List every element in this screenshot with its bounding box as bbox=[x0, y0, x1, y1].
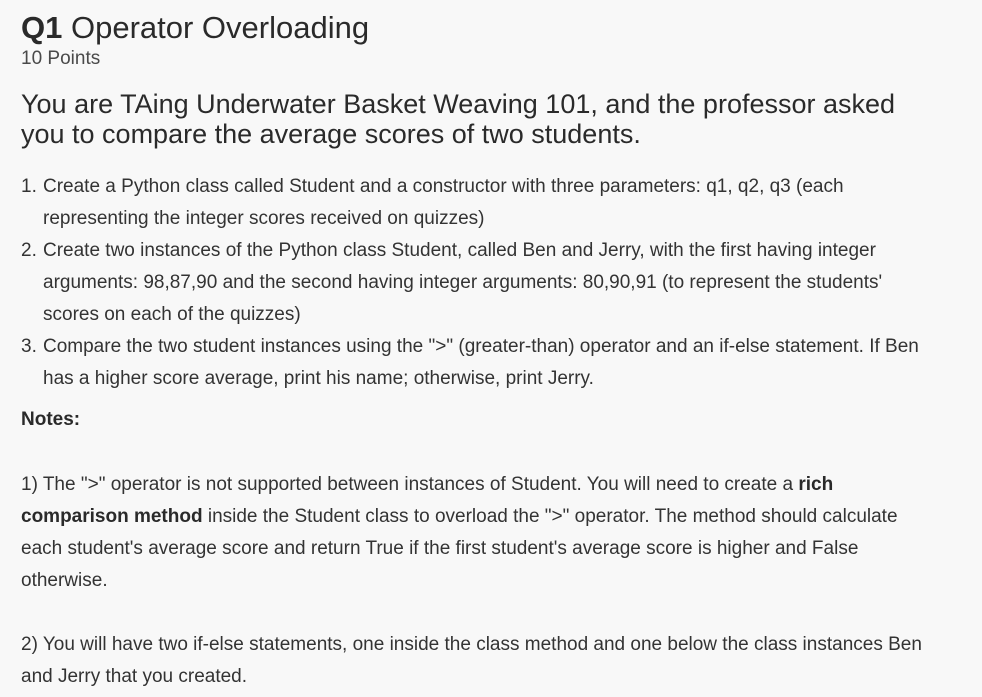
notes-heading: Notes: bbox=[21, 409, 81, 430]
note-1 bbox=[21, 469, 941, 597]
instruction-number: 2. bbox=[21, 240, 37, 261]
question-points: 10 Points bbox=[21, 48, 101, 69]
instruction-text: Compare the two student instances using the ">" (greater-than) operator and an if-else statement. If Ben has a higher score average, print his name; otherwise, print Jerry. bbox=[43, 336, 919, 389]
instruction-item bbox=[21, 235, 941, 331]
instruction-number: 1. bbox=[21, 176, 37, 197]
question-prompt: You are TAing Underwater Basket Weaving 101, and the professor asked you to compare the average scores of two students. bbox=[21, 89, 896, 149]
note-1-bold-term: rich comparison method bbox=[21, 474, 834, 527]
note-1-text-end: inside the Student class to overload the ">" operator. The method should calculate each student's average score and return True if the first student's average score is higher and False otherwise. bbox=[21, 506, 898, 591]
instruction-item bbox=[21, 171, 941, 235]
question-header bbox=[21, 8, 369, 48]
question-title: Operator Overloading bbox=[70, 10, 370, 45]
instruction-text: Create two instances of the Python class Student, called Ben and Jerry, with the first having integer arguments: 98,87,90 and the second having integer arguments: 80,90,91 (to represent the students' scores on each of the quizzes) bbox=[43, 240, 883, 325]
instruction-list bbox=[21, 171, 941, 395]
note-2: 2) You will have two if-else statements, one inside the class method and one below the class instances Ben and Jerry that you created. bbox=[21, 634, 922, 687]
instruction-item bbox=[21, 331, 941, 395]
instruction-text: Create a Python class called Student and a constructor with three parameters: q1, q2, q3 (each representing the integer scores received on quizzes) bbox=[43, 176, 844, 229]
note-1-text-start: 1) The ">" operator is not supported between instances of Student. You will need to create a bbox=[21, 474, 799, 495]
question-number: Q1 bbox=[21, 10, 63, 45]
instruction-number: 3. bbox=[21, 336, 37, 357]
